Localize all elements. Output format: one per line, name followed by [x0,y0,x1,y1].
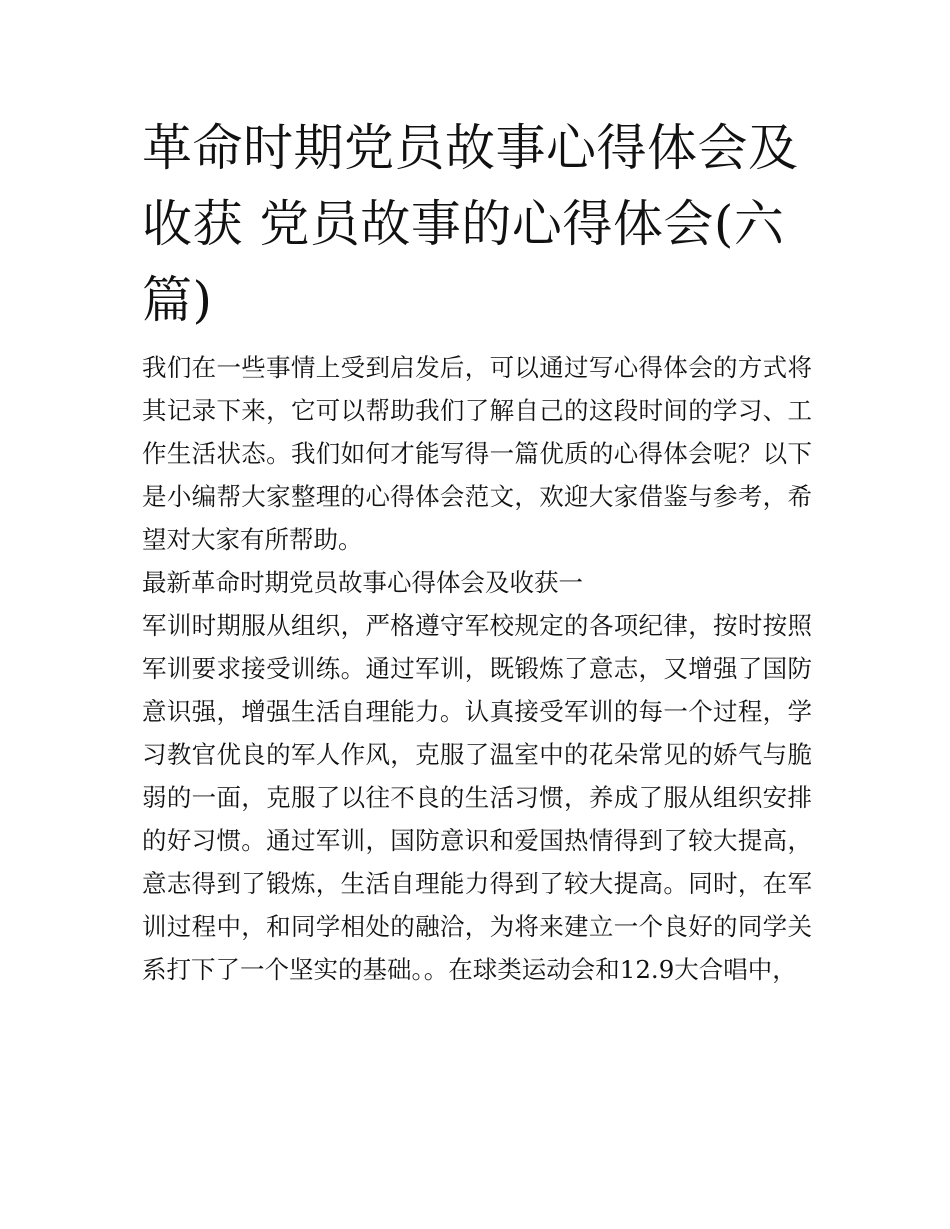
section-heading: 最新革命时期党员故事心得体会及收获一 [142,568,583,597]
body-paragraph: 军训时期服从组织，严格遵守军校规定的各项纪律，按时按照军训要求接受训练。通过军训，既锻炼了意志，又增强了国防意识强，增强生活自理能力。认真接受军训的每一个过程，学习教官优良的军人作风，克服了温室中的花朵常见的娇气与脆弱的一面，克服了以往不良的生活习惯，养成了服从组织安排的好习惯。通过军训，国防意识和爱国热情得到了较大提高，意志得到了锻炼，生活自理能力得到了较大提高。同时，在军训过程中，和同学相处的融洽，为将来建立一个良好的同学关系打下了一个坚实的基础。。在球类运动会和12.9大合唱中， [142,611,812,984]
document-page [142,110,812,991]
document-title: 革命时期党员故事心得体会及收获 党员故事的心得体会(六篇) [142,119,799,329]
intro-paragraph: 我们在一些事情上受到启发后，可以通过写心得体会的方式将其记录下来，它可以帮助我们了解自己的这段时间的学习、工作生活状态。我们如何才能写得一篇优质的心得体会呢？以下是小编帮大家整理的心得体会范文，欢迎大家借鉴与参考，希望对大家有所帮助。 [142,353,812,554]
